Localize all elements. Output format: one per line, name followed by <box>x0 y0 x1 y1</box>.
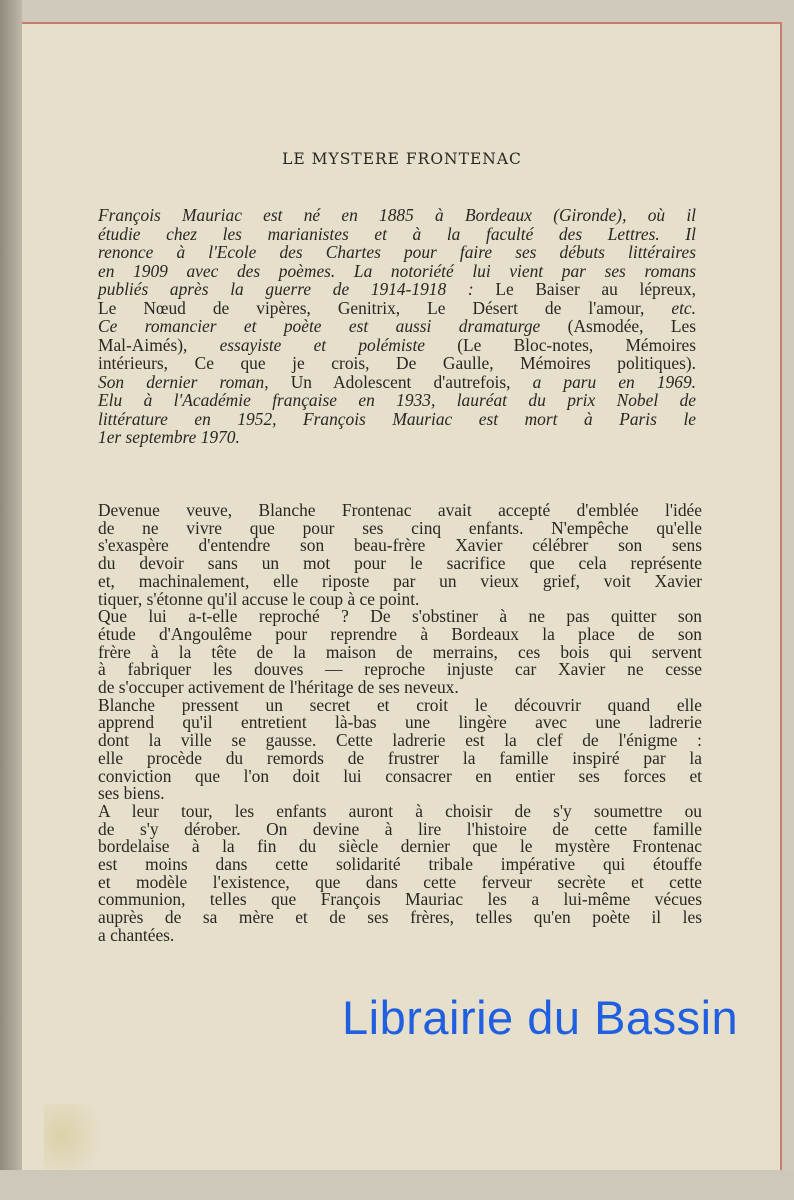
bio-line <box>98 280 696 299</box>
novel-summary <box>98 502 702 945</box>
summary-line: A leur tour, les enfants auront à choisir de s'y soumettre ou <box>98 800 702 821</box>
bio-segment: littérature en 1952, François Mauriac est mort à Paris le <box>98 408 696 429</box>
bio-segment: Mal-Aimés), <box>98 334 220 355</box>
bio-line <box>98 391 696 410</box>
bio-segment: Le Nœud de vipères, Genitrix, Le Désert de l'amour, <box>98 297 672 318</box>
book-spine-shadow <box>0 0 22 1200</box>
summary-line: de s'occuper activement de l'héritage de ses neveux. <box>98 677 459 698</box>
bio-line <box>98 354 696 373</box>
bio-segment: (Le Bloc-notes, Mémoires <box>457 334 696 355</box>
summary-line: de s'y dérober. On devine à lire l'histoire de cette famille <box>98 818 702 839</box>
bio-segment: 1er septembre 1970. <box>98 427 240 447</box>
bio-segment: François Mauriac est né en 1885 à Bordeaux (Gironde), où il <box>98 205 696 225</box>
bio-segment: renonce à l'Ecole des Chartes pour faire ses débuts littéraires <box>98 242 696 262</box>
summary-line: auprès de sa mère et de ses frères, telles qu'en poète il les <box>98 907 702 928</box>
bio-line <box>98 428 696 447</box>
bio-segment: a paru en 1969. <box>532 371 696 392</box>
summary-line: Devenue veuve, Blanche Frontenac avait accepté d'emblée l'idée <box>98 500 702 520</box>
summary-line: Que lui a-t-elle reproché ? De s'obstiner à ne pas quitter son <box>98 606 702 627</box>
summary-line: s'exaspère d'entendre son beau-frère Xavier célébrer son sens <box>98 535 702 556</box>
bio-segment: intérieurs, Ce que je crois, De Gaulle, Mémoires politiques). <box>98 353 696 373</box>
summary-line: étude d'Angoulême pour reprendre à Bordeaux la place de son <box>98 623 702 644</box>
summary-line: du devoir sans un mot pour le sacrifice que cela représente <box>98 553 702 574</box>
page-bottom-edge <box>0 1170 794 1200</box>
summary-line: elle procède du remords de frustrer la famille inspiré par la <box>98 747 702 768</box>
bio-segment: Son dernier roman, <box>98 371 291 392</box>
summary-line: est moins dans cette solidarité tribale impérative qui étouffe <box>98 854 702 875</box>
bio-line <box>98 373 696 392</box>
bio-line <box>98 410 696 429</box>
bio-segment: essayiste et polémiste <box>219 334 458 355</box>
bio-segment: (Asmodée, Les <box>567 316 696 336</box>
summary-line: dont la ville se gausse. Cette ladrerie est la clef de l'énigme : <box>98 730 702 751</box>
summary-line: à fabriquer les douves — reproche injuste car Xavier ne cesse <box>98 659 702 680</box>
summary-line: a chantées. <box>98 924 175 945</box>
summary-line: conviction que l'on doit lui consacrer en entier ses forces et <box>98 765 702 786</box>
summary-line: et modèle l'existence, que dans cette ferveur secrète et cette <box>98 871 702 892</box>
bio-line <box>98 336 696 355</box>
bio-segment: etc. <box>671 297 696 318</box>
author-biography <box>98 206 696 447</box>
bio-line <box>98 317 696 336</box>
bio-line <box>98 243 696 262</box>
summary-line: tiquer, s'étonne qu'il accuse le coup à ce point. <box>98 588 420 609</box>
summary-line: de ne vivre que pour ses cinq enfants. N'empêche qu'elle <box>98 517 702 538</box>
summary-line: et, machinalement, elle riposte par un vieux grief, voit Xavier <box>98 570 702 591</box>
page-title: LE MYSTERE FRONTENAC <box>282 150 522 168</box>
summary-line: Blanche pressent un secret et croit le découvrir quand elle <box>98 694 702 715</box>
watermark-text: Librairie du Bassin <box>342 991 739 1044</box>
summary-line: communion, telles que François Mauriac les a lui-même vécues <box>98 889 702 910</box>
bio-line <box>98 262 696 281</box>
bio-line <box>98 299 696 318</box>
bio-segment: Elu à l'Académie française en 1933, lauréat du prix Nobel de <box>98 390 696 410</box>
bio-segment: en 1909 avec des poèmes. La notoriété lui vient par ses romans <box>98 260 696 281</box>
summary-line: bordelaise à la fin du siècle dernier que le mystère Frontenac <box>98 836 702 857</box>
bio-segment: étudie chez les marianistes et à la faculté des Lettres. Il <box>98 223 696 244</box>
bio-segment: Le Baiser au lépreux, <box>495 279 696 299</box>
bio-segment: publiés après la guerre de 1914-1918 : <box>98 279 496 299</box>
bio-line <box>98 225 696 244</box>
summary-line: apprend qu'il entretient là-bas une lingère avec une ladrerie <box>98 712 702 733</box>
bio-line <box>98 206 696 225</box>
bio-segment: Ce romancier et poète est aussi dramaturge <box>98 316 568 336</box>
summary-line: frère à la tête de la maison de merrains, ces bois qui servent <box>98 641 702 662</box>
summary-line: ses biens. <box>98 783 165 804</box>
bio-segment: Un Adolescent d'autrefois, <box>290 371 533 392</box>
